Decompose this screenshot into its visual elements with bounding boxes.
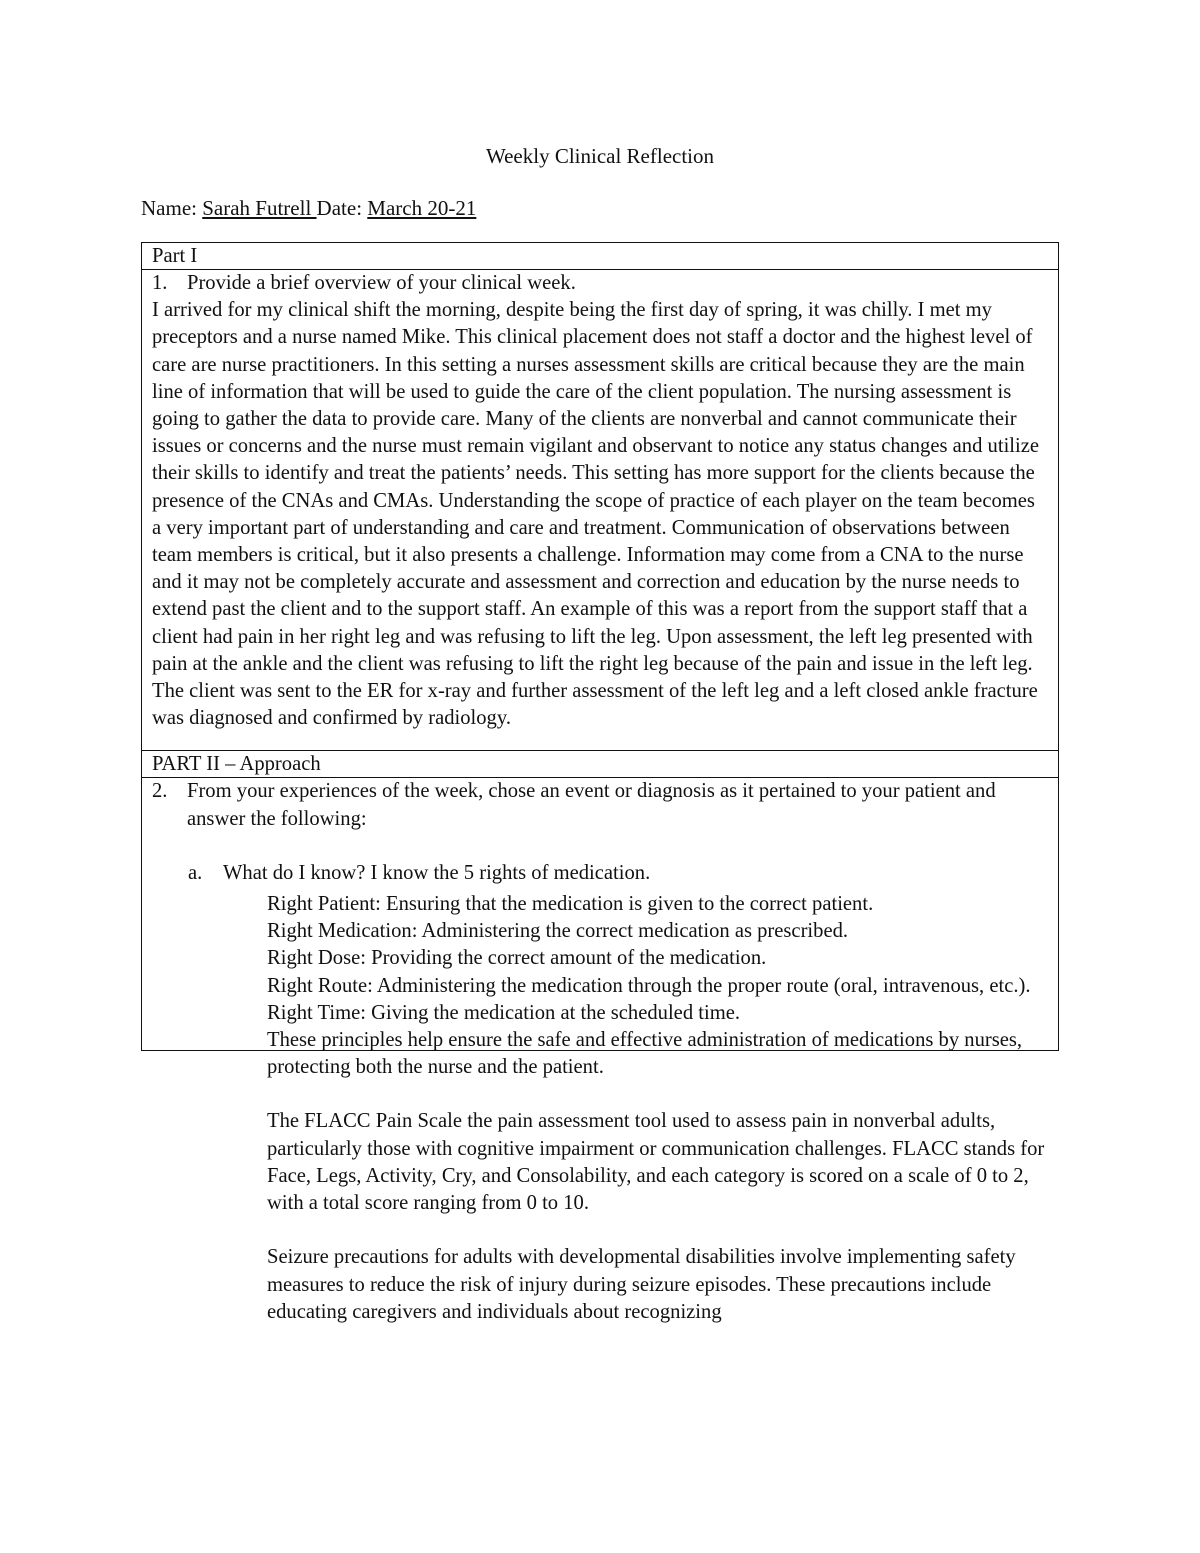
answer-a	[152, 891, 1048, 1326]
seizure-paragraph: Seizure precautions for adults with developmental disabilities involve implementing safety measures to reduce the risk of injury during seizure episodes. These precautions include educating caregivers and individuals about recognizing	[267, 1246, 1016, 1323]
date-label: Date:	[316, 196, 363, 220]
question-text: From your experiences of the week, chose an event or diagnosis as it pertained to your patient and answer the following:	[187, 780, 996, 830]
sub-question-letter: a.	[188, 861, 203, 884]
part2-content	[152, 778, 1048, 1323]
part2-header: PART II – Approach	[142, 751, 1059, 778]
part1-question	[152, 270, 1048, 297]
right-patient: Right Patient: Ensuring that the medication is given to the correct patient.	[267, 893, 874, 916]
spacer	[267, 1217, 1048, 1244]
part1-header: Part I	[142, 243, 1059, 270]
part1-body	[142, 270, 1059, 751]
sub-question-text: What do I know? I know the 5 rights of medication.	[223, 861, 651, 884]
part2-body	[142, 778, 1059, 1323]
document-title: Weekly Clinical Reflection	[485, 144, 715, 168]
sub-question-a	[152, 860, 1048, 887]
right-dose: Right Dose: Providing the correct amount of the medication.	[267, 947, 767, 970]
right-route: Right Route: Administering the medication through the proper route (oral, intravenous, etc.).	[267, 974, 1031, 997]
name-value: Sarah Futrell	[202, 196, 317, 220]
name-date-line	[141, 194, 476, 222]
question-text: Provide a brief overview of your clinical week.	[187, 272, 576, 294]
flacc-paragraph: The FLACC Pain Scale the pain assessment tool used to assess pain in nonverbal adults, particularly those with cognitive impairment or communication challenges. FLACC stands for Face, Legs, Activity, Cry, and Consolability, and each category is scored on a scale of 0 to 2, with a total score ranging from 0 to 10.	[267, 1110, 1045, 1215]
date-value: March 20-21	[367, 196, 477, 220]
question-number: 2.	[152, 780, 168, 803]
part1-answer: I arrived for my clinical shift the morning, despite being the first day of spring, it was chilly. I met my preceptors and a nurse named Mike. This clinical placement does not staff a doctor and the highest level of care are nurse practitioners. In this setting a nurses assessment skills are critical because they are the main line of information that will be used to guide the care of the client population. The nursing assessment is going to gather the data to provide care. Many of the clients are nonverbal and cannot communicate their issues or concerns and the nurse must remain vigilant and observant to notice any status changes and utilize their skills to identify and treat the patients’ needs. This setting has more support for the clients because the presence of the CNAs and CMAs. Understanding the scope of practice of each player on the team becomes a very important part of understanding and care and treatment. Communication of observations between team members is critical, but it also presents a challenge. Information may come from a CNA to the nurse and it may not be completely accurate and assessment and correction and education by the nurse needs to extend past the client and to the support staff. An example of this was a report from the support staff that a client had pain in her right leg and was refusing to lift the leg. Upon assessment, the left leg presented with pain at the ankle and the client was refusing to lift the right leg because of the pain and issue in the left leg. The client was sent to the ER for x-ray and further assessment of the left leg and a left closed ankle fracture was diagnosed and confirmed by radiology.	[152, 299, 1040, 730]
question-number: 1.	[152, 272, 168, 294]
spacer	[267, 1081, 1048, 1108]
right-time: Right Time: Giving the medication at the scheduled time.	[267, 1001, 741, 1024]
part2-question	[152, 778, 1048, 832]
right-medication: Right Medication: Administering the correct medication as prescribed.	[267, 920, 849, 943]
name-label: Name:	[141, 196, 197, 220]
reflection-table	[141, 242, 1059, 1323]
rights-summary: These principles help ensure the safe and effective administration of medications by nurses, protecting both the nurse and the patient.	[267, 1029, 1023, 1079]
